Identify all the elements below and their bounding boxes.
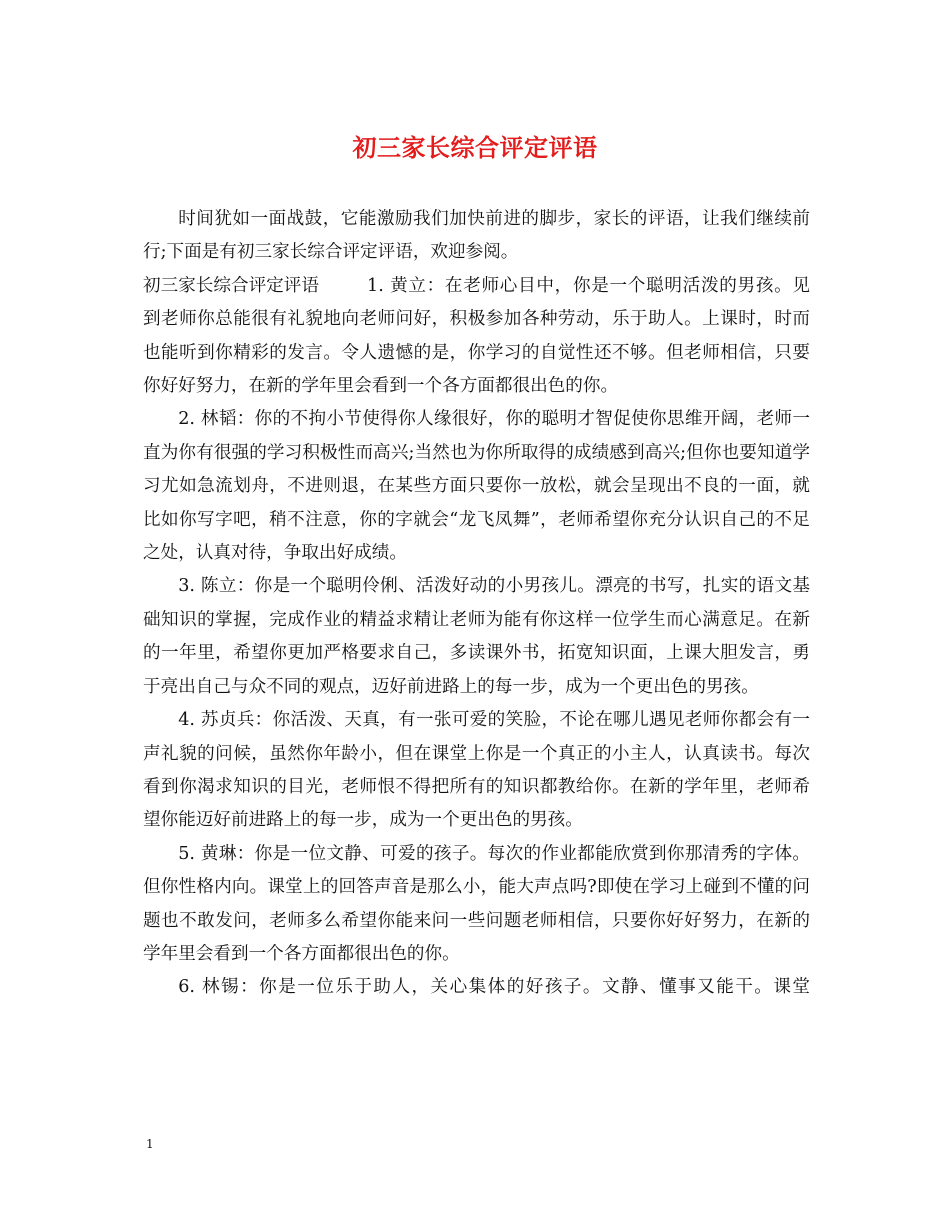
comment-2: 2. 林韬：你的不拘小节使得你人缘很好，你的聪明才智促使你思维开阔，老师一直为你有很强的学习积极性而高兴;当然也为你所取得的成绩感到高兴;但你也要知道学习尤如急流划舟，不进则退，在某些方面只要你一放松，就会呈现出不良的一面，就比如你写字吧，稍不注意，你的字就会“龙飞凤舞”，老师希望你充分认识自己的不足之处，认真对待，争取出好成绩。	[143, 409, 810, 564]
document-title: 初三家长综合评定评语	[352, 133, 598, 162]
section-label: 初三家长综合评定评语	[143, 275, 319, 296]
intro-paragraph: 时间犹如一面战鼓，它能激励我们加快前进的脚步，家长的评语，让我们继续前行;下面是有初三家长综合评定评语，欢迎参阅。	[143, 209, 810, 263]
comment-6: 6. 林锡：你是一位乐于助人，关心集体的好孩子。文静、懂事又能干。课堂	[178, 977, 810, 998]
page-number: 1	[146, 1137, 154, 1151]
comment-3: 3. 陈立：你是一个聪明伶俐、活泼好动的小男孩儿。漂亮的书写，扎实的语文基础知识的掌握，完成作业的精益求精让老师为能有你这样一位学生而心满意足。在新的一年里，希望你更加严格要求自己，多读课外书，拓宽知识面，上课大胆发言，勇于亮出自己与众不同的观点，迈好前进路上的每一步，成为一个更出色的男孩。	[143, 576, 810, 697]
first-comment-paragraph	[143, 270, 810, 404]
comment-1: 1. 黄立：在老师心目中，你是一个聪明活泼的男孩。见到老师你总能很有礼貌地向老师问好，积极参加各种劳动，乐于助人。上课时，时而也能听到你精彩的发言。令人遗憾的是，你学习的自觉性还不够。但老师相信，只要你好好努力，在新的学年里会看到一个各方面都很出色的你。	[143, 275, 810, 397]
comment-4: 4. 苏贞兵：你活泼、天真，有一张可爱的笑脸，不论在哪儿遇见老师你都会有一声礼貌的问候，虽然你年龄小，但在课堂上你是一个真正的小主人，认真读书。每次看到你渴求知识的目光，老师恨不得把所有的知识都教给你。在新的学年里，老师希望你能迈好前进路上的每一步，成为一个更出色的男孩。	[143, 710, 810, 831]
document-body	[143, 203, 810, 1005]
comment-5: 5. 黄琳：你是一位文静、可爱的孩子。每次的作业都能欣赏到你那清秀的字体。但你性格内向。课堂上的回答声音是那么小，能大声点吗?即使在学习上碰到不懂的问题也不敢发问，老师多么希望你能来问一些问题老师相信，只要你好好努力，在新的学年里会看到一个各方面都很出色的你。	[143, 843, 810, 964]
